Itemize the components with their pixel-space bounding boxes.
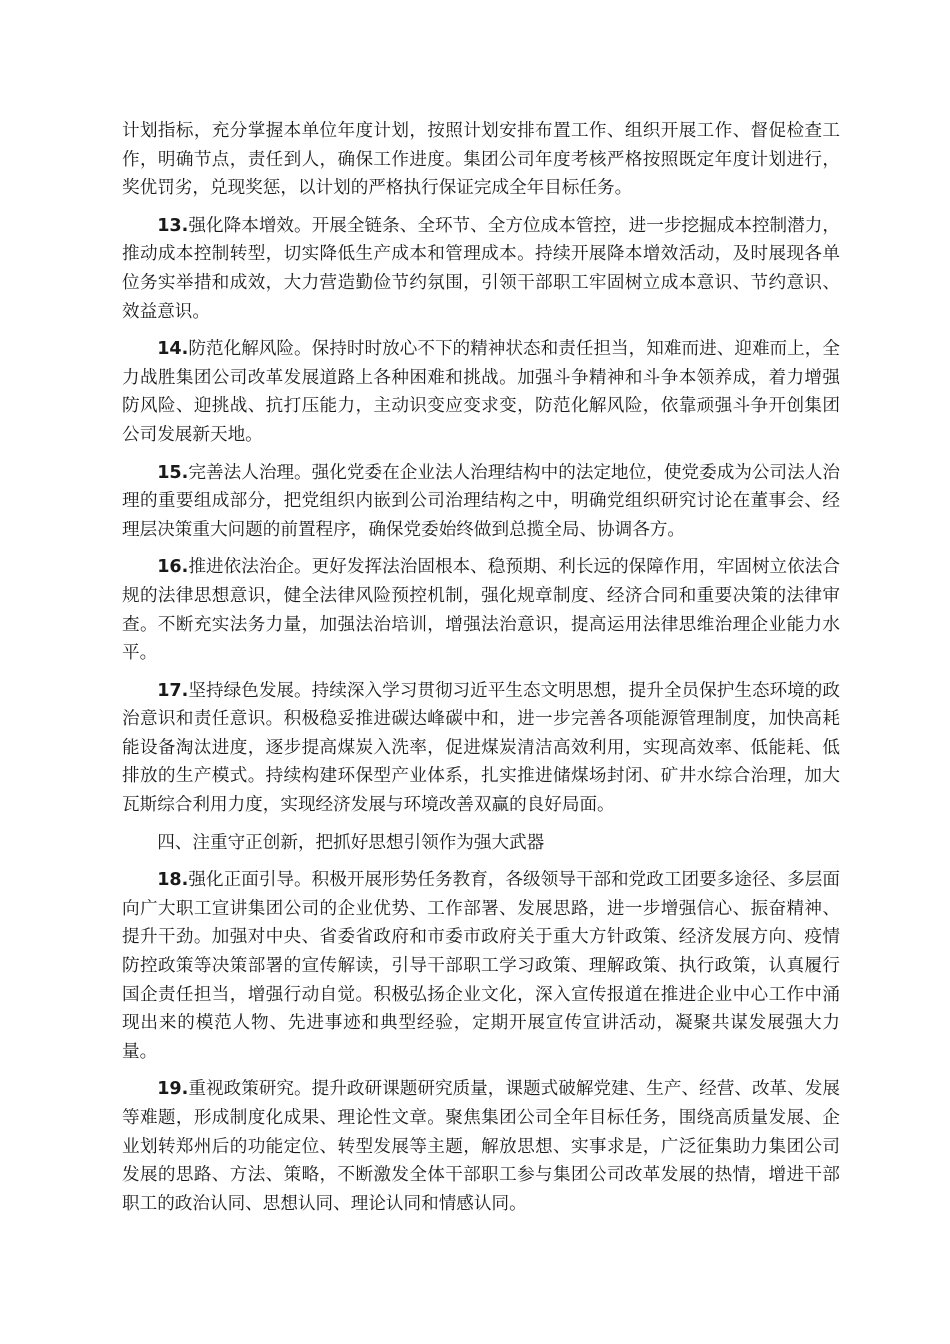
paragraph-number: 18.	[157, 870, 189, 891]
paragraph-item-16	[122, 553, 840, 667]
paragraph-text: 重视政策研究。提升政研课题研究质量，课题式破解党建、生产、经营、改革、发展等难题，形成制度化成果、理论性文章。聚焦集团公司全年目标任务，围绕高质量发展、企业划转郑州后的功能定位、转型发展等主题，解放思想、实事求是，广泛征集助力集团公司发展的思路、方法、策略，不断激发全体干部职工参与集团公司改革发展的热情，增进干部职工的政治认同、思想认同、理论认同和情感认同。	[122, 1079, 840, 1214]
paragraph-item-13	[122, 212, 840, 326]
paragraph-item-19	[122, 1075, 840, 1218]
paragraph-number: 19.	[157, 1079, 189, 1100]
paragraph-number: 16.	[157, 557, 189, 578]
paragraph-item-15	[122, 459, 840, 545]
paragraph-item-18	[122, 866, 840, 1066]
paragraph-text: 防范化解风险。保持时时放心不下的精神状态和责任担当，知难而进、迎难而上，全力战胜集团公司改革发展道路上各种困难和挑战。加强斗争精神和斗争本领养成，着力增强防风险、迎挑战、抗打压能力，主动识变应变求变，防范化解风险，依靠顽强斗争开创集团公司发展新天地。	[122, 339, 840, 445]
paragraph-number: 15.	[157, 462, 189, 483]
paragraph-item-14	[122, 335, 840, 449]
paragraph-continuation	[122, 117, 840, 203]
paragraph-text: 完善法人治理。强化党委在企业法人治理结构中的法定地位，使党委成为公司法人治理的重要组成部分，把党组织内嵌到公司治理结构之中，明确党组织研究讨论在董事会、经理层决策重大问题的前置程序，确保党委始终做到总揽全局、协调各方。	[122, 462, 840, 540]
paragraph-number: 17.	[157, 680, 189, 701]
paragraph-text: 强化正面引导。积极开展形势任务教育，各级领导干部和党政工团要多途径、多层面向广大职工宣讲集团公司的企业优势、工作部署、发展思路，进一步增强信心、振奋精神、提升干劲。加强对中央、省委省政府和市委市政府关于重大方针政策、经济发展方向、疫情防控政策等决策部署的宣传解读，引导干部职工学习政策、理解政策、执行政策，认真履行国企责任担当，增强行动自觉。积极弘扬企业文化，深入宣传报道在推进企业中心工作中涌现出来的模范人物、先进事迹和典型经验，定期开展宣传宣讲活动，凝聚共谋发展强大力量。	[122, 870, 840, 1062]
paragraph-item-17	[122, 677, 840, 820]
paragraph-text: 坚持绿色发展。持续深入学习贯彻习近平生态文明思想，提升全员保护生态环境的政治意识和责任意识。积极稳妥推进碳达峰碳中和，进一步完善各项能源管理制度，加快高耗能设备淘汰进度，逐步提高煤炭入洗率，促进煤炭清洁高效利用，实现高效率、低能耗、低排放的生产模式。持续构建环保型产业体系，扎实推进储煤场封闭、矿井水综合治理，加大瓦斯综合利用力度，实现经济发展与环境改善双赢的良好局面。	[122, 680, 840, 816]
paragraph-text: 强化降本增效。开展全链条、全环节、全方位成本管控，进一步挖掘成本控制潜力，推动成本控制转型，切实降低生产成本和管理成本。持续开展降本增效活动，及时展现各单位务实举措和成效，大力营造勤俭节约氛围，引领干部职工牢固树立成本意识、节约意识、效益意识。	[122, 215, 840, 322]
paragraph-number: 13.	[157, 215, 189, 236]
document-page	[122, 117, 840, 1227]
paragraph-text: 计划指标，充分掌握本单位年度计划，按照计划安排布置工作、组织开展工作、督促检查工作，明确节点，责任到人，确保工作进度。集团公司年度考核严格按照既定年度计划进行，奖优罚劣，兑现奖惩，以计划的严格执行保证完成全年目标任务。	[122, 121, 840, 199]
paragraph-number: 14.	[157, 339, 189, 360]
paragraph-text: 推进依法治企。更好发挥法治固根本、稳预期、利长远的保障作用，牢固树立依法合规的法律思想意识，健全法律风险预控机制，强化规章制度、经济合同和重要决策的法律审查。不断充实法务力量，加强法治培训，增强法治意识，提高运用法律思维治理企业能力水平。	[122, 557, 840, 664]
section-heading: 四、注重守正创新，把抓好思想引领作为强大武器	[157, 832, 545, 853]
